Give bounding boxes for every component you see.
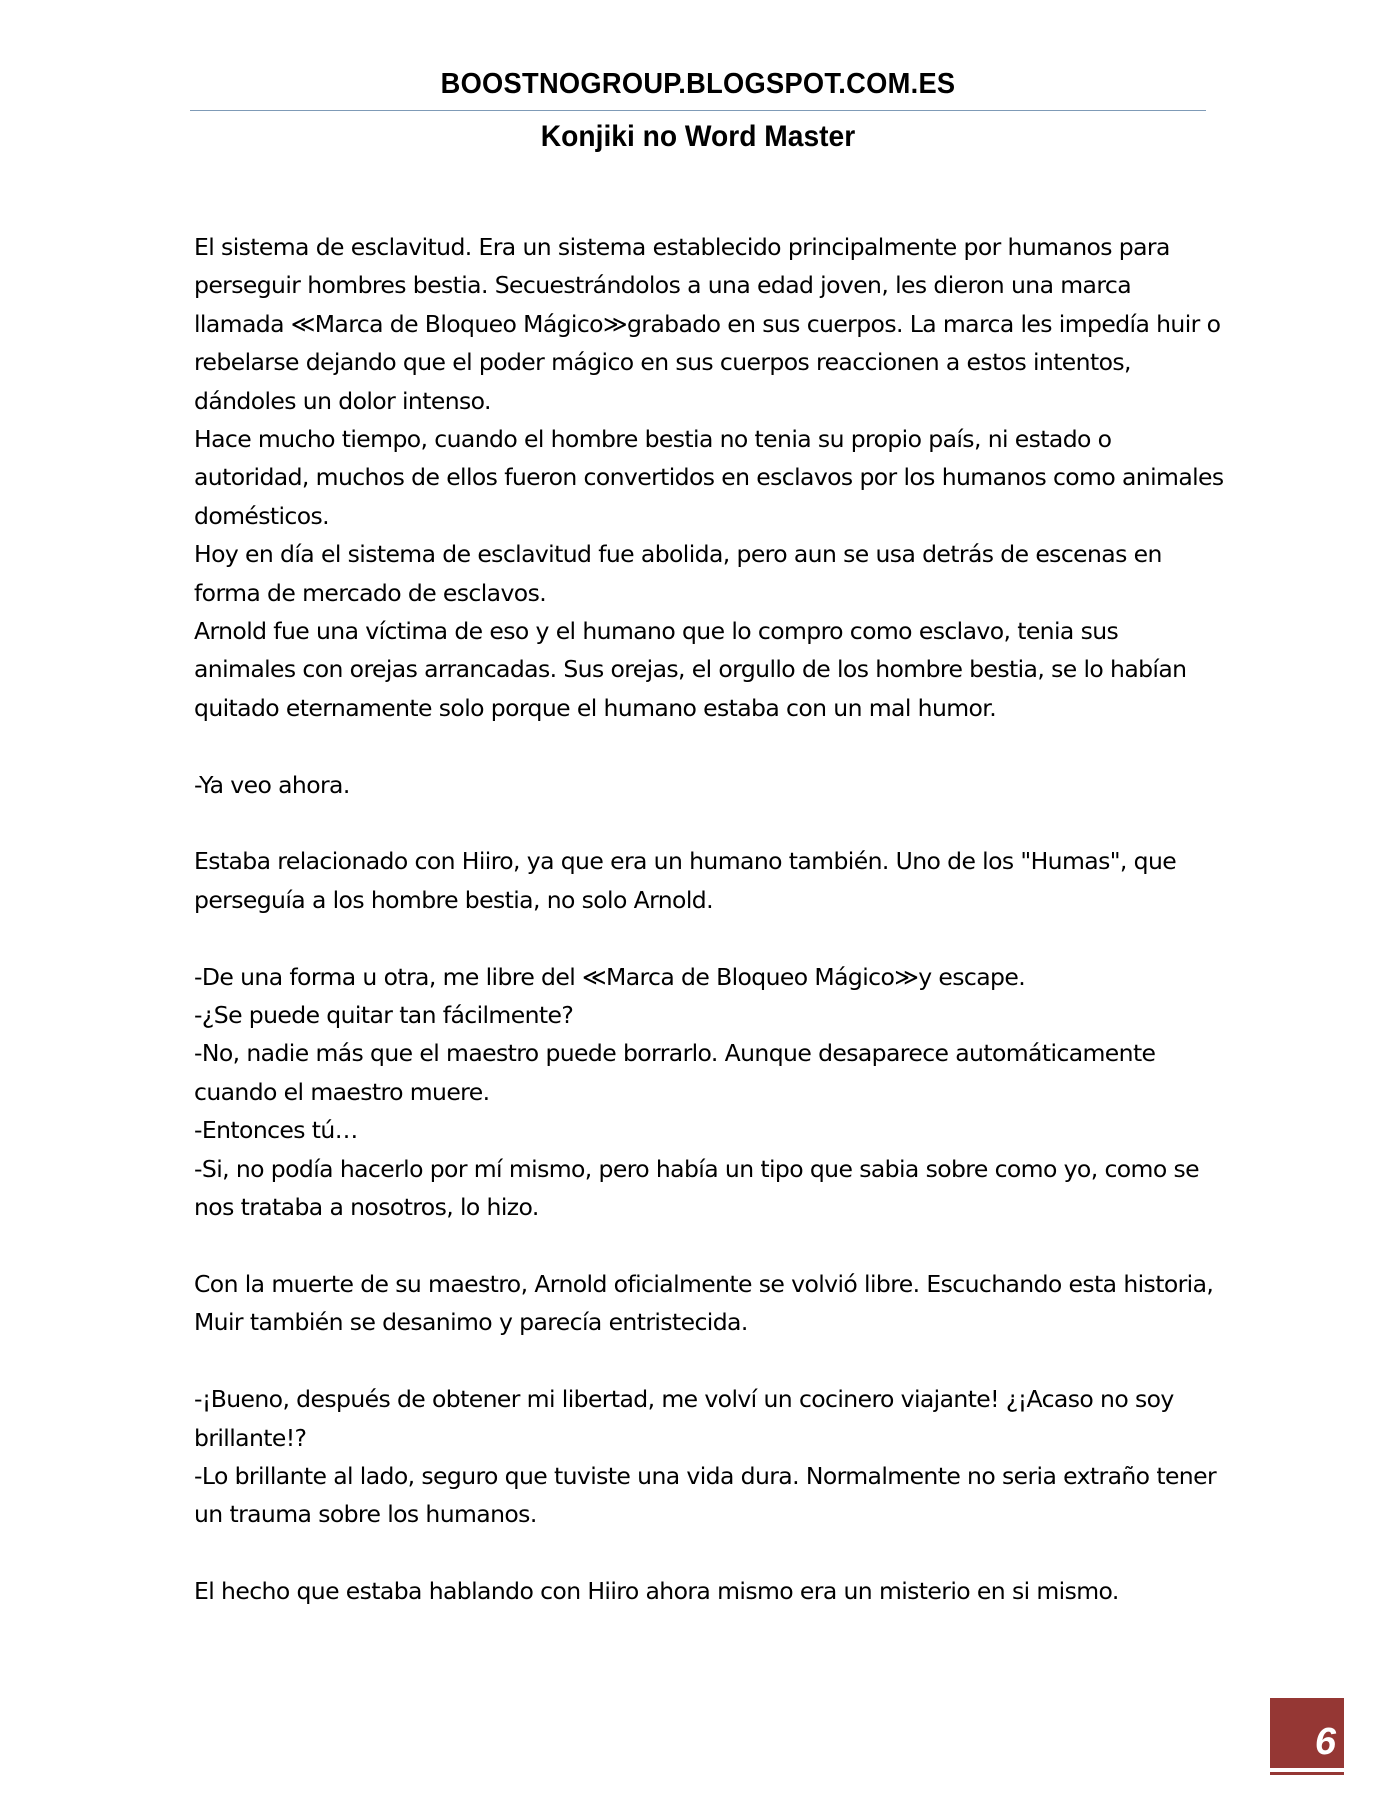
blank-line bbox=[194, 919, 1224, 957]
body-paragraph: Estaba relacionado con Hiiro, ya que era un humano también. Uno de los "Humas", que perseguía a los hombre bestia, no solo Arnold. bbox=[194, 847, 1177, 914]
page-number-badge bbox=[1270, 1698, 1344, 1768]
blank-line bbox=[194, 1342, 1224, 1380]
blank-line bbox=[194, 804, 1224, 842]
body-paragraph: El sistema de esclavitud. Era un sistema establecido principalmente por humanos para perseguir hombres bestia. Secuestrándolos a una edad joven, les dieron una marca llamada ≪Marca de Bloqueo Mágico≫grabado en sus cuerpos. La marca les impedía huir o rebelarse dejando que el poder mágico en sus cuerpos reaccionen a estos intentos, dándoles un dolor intenso. bbox=[194, 233, 1221, 415]
body-paragraph: -¿Se puede quitar tan fácilmente? bbox=[194, 1001, 574, 1030]
body-paragraph: -Si, no podía hacerlo por mí mismo, pero había un tipo que sabia sobre como yo, como se nos trataba a nosotros, lo hizo. bbox=[194, 1154, 1199, 1222]
header-book-title: Konjiki no Word Master bbox=[540, 120, 856, 153]
blank-line bbox=[194, 1534, 1224, 1572]
body-paragraph: -De una forma u otra, me libre del ≪Marca de Bloqueo Mágico≫y escape. bbox=[194, 962, 1026, 991]
body-paragraph: Con la muerte de su maestro, Arnold oficialmente se volvió libre. Escuchando esta historia, Muir también se desanimo y parecía entristecida. bbox=[194, 1269, 1214, 1337]
body-paragraph: El hecho que estaba hablando con Hiiro ahora mismo era un misterio en si mismo. bbox=[194, 1577, 1119, 1606]
header-divider bbox=[190, 110, 1206, 111]
blank-line bbox=[194, 1227, 1224, 1265]
body-paragraph: -Entonces tú… bbox=[194, 1116, 358, 1145]
page-header bbox=[190, 64, 1206, 157]
header-site-name: BOOSTNOGROUP.BLOGSPOT.COM.ES bbox=[440, 68, 956, 100]
page-number: 6 bbox=[1314, 1721, 1336, 1763]
body-paragraph: Arnold fue una víctima de eso y el humano que lo compro como esclavo, tenia sus animales con orejas arrancadas. Sus orejas, el orgullo de los hombre bestia, se lo habían quitado eternamente solo porque el humano estaba con un mal humor. bbox=[194, 617, 1187, 722]
blank-line bbox=[194, 727, 1224, 765]
body-paragraph: Hace mucho tiempo, cuando el hombre bestia no tenia su propio país, ni estado o autoridad, muchos de ellos fueron convertidos en esclavos por los humanos como animales domésticos. bbox=[194, 425, 1224, 530]
body-paragraph: Hoy en día el sistema de esclavitud fue abolida, pero aun se usa detrás de escenas en forma de mercado de esclavos. bbox=[194, 540, 1162, 607]
body-paragraph: -¡Bueno, después de obtener mi libertad, me volví un cocinero viajante! ¿¡Acaso no soy brillante!? bbox=[194, 1385, 1174, 1452]
page-number-underline bbox=[1270, 1772, 1344, 1775]
body-paragraph: -Ya veo ahora. bbox=[194, 770, 350, 799]
body-paragraph: -No, nadie más que el maestro puede borrarlo. Aunque desaparece automáticamente cuando el maestro muere. bbox=[194, 1039, 1156, 1106]
body-paragraph: -Lo brillante al lado, seguro que tuviste una vida dura. Normalmente no seria extraño tener un trauma sobre los humanos. bbox=[194, 1461, 1217, 1529]
page-body bbox=[194, 228, 1224, 1611]
